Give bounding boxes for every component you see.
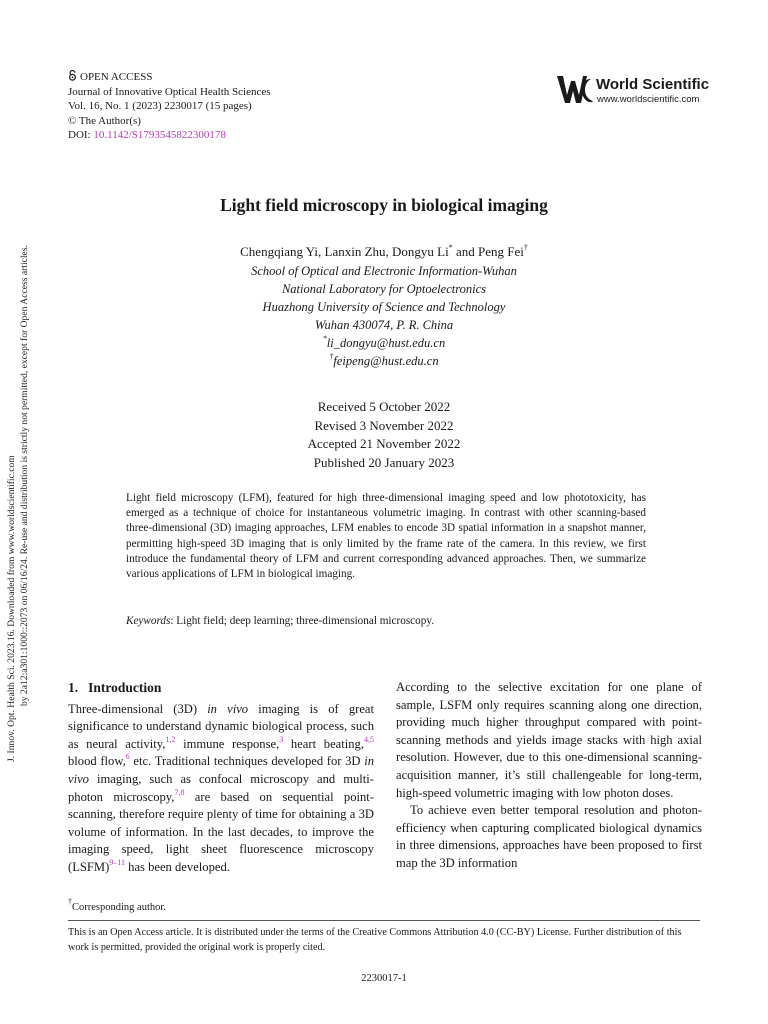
published-date: Published 20 January 2023 [313, 454, 455, 470]
email-line [0, 352, 768, 370]
citation-link[interactable]: 4,5 [364, 734, 374, 744]
text-run: etc. Traditional techniques developed for 3D [129, 754, 365, 769]
author-last: and Peng Fei [452, 244, 524, 259]
page-number: 2230017-1 [361, 973, 407, 984]
text-run: imaging, such as confocal microscopy and multi-photon microscopy, [68, 771, 374, 804]
paragraph: According to the selective excitation for one plane of sample, LSFM only requires scanning along one direction, providing much higher throughput compared with point-scanning methods and yields image stacks with high axial resolution. However, due to this one-dimensional scanning-acquisition manner, it’s still challengeable for long-term, high-speed volumetric imaging with low photon doses. [396, 680, 702, 800]
text-run: blood flow, [68, 754, 126, 769]
email-mark: † [329, 352, 334, 361]
author-mark-dagger: † [523, 243, 528, 252]
text-run: immune response, [175, 736, 280, 751]
text-run-italic: in vivo [68, 754, 374, 786]
section-title: Introduction [88, 680, 162, 695]
license-notice: This is an Open Access article. It is distributed under the terms of the Creative Commons Attribution 4.0 (CC-BY) License. Further distribution of this work is permitted, provided the original work is properly cited. [68, 927, 682, 953]
paragraph: To achieve even better temporal resolution and photon-efficiency when capturing complicated biological dynamics in three dimensions, approaches have been proposed to first map the 3D information [396, 803, 702, 870]
footnote-text: Corresponding author. [72, 902, 166, 913]
email-mark: * [322, 334, 327, 343]
text-run: are based on sequential point-scanning, therefore require plenty of time for obtaining a 3D volume of information. In the last decades, to improve the imaging speed, light sheet fluorescence microscopy (LSFM) [68, 789, 375, 874]
citation-link[interactable]: 9–11 [109, 857, 125, 867]
citation-link[interactable]: 1,2 [165, 734, 176, 744]
keywords [126, 615, 646, 627]
download-notice-line-2: by 2a12:a301:1000::2073 on 06/16/24. Re-use and distribution is strictly not permitted, except for Open Access articles. [19, 245, 30, 706]
keywords-text: Light field; deep learning; three-dimensional microscopy. [176, 615, 434, 627]
email-address[interactable]: feipeng@hust.edu.cn [333, 354, 439, 368]
open-access-lock-icon [68, 70, 77, 81]
journal-name: Journal of Innovative Optical Health Sciences [68, 85, 271, 98]
section-number: 1. [68, 680, 79, 695]
copyright: © The Author(s) [68, 114, 141, 127]
volume-info: Vol. 16, No. 1 (2023) 2230017 (15 pages) [68, 100, 252, 112]
section-heading [68, 679, 374, 697]
open-access-label: OPEN ACCESS [80, 71, 153, 83]
publication-dates [0, 398, 768, 472]
article-title: Light field microscopy in biological imaging [220, 195, 548, 215]
citation-link[interactable]: 6 [125, 752, 130, 762]
text-run-italic: in vivo [207, 701, 249, 716]
affiliation-line: School of Optical and Electronic Information-Wuhan [251, 264, 517, 278]
abstract: Light field microscopy (LFM), featured for high three-dimensional imaging speed and low phototoxicity, has emerged as a technique of choice for instantaneous volumetric imaging. In contrast with other scanning-based three-dimensional (3D) imaging approaches, LFM enables to encode 3D spatial information in a snapshot manner, permitting high-speed 3D imaging that is only limited by the frame rate of the camera. In this review, we first introduce the fundamental theory of LFM and current corresponding advanced approaches. Then, we summarize various applications of LFM in biological imaging. [126, 492, 646, 581]
text-run: heart beating, [283, 736, 364, 751]
world-scientific-logo-icon [556, 73, 594, 107]
email-address[interactable]: li_dongyu@hust.edu.cn [326, 336, 446, 350]
text-run: has been developed. [125, 859, 230, 874]
accepted-date: Accepted 21 November 2022 [307, 436, 461, 451]
author-names: Chengqiang Yi, Lanxin Zhu, Dongyu Li [240, 244, 449, 259]
author-list [0, 244, 768, 260]
affiliation [0, 262, 768, 370]
doi-line [68, 128, 271, 143]
publisher-url: www.worldscientific.com [597, 94, 700, 105]
keywords-colon: : [170, 615, 177, 627]
doi-label: DOI: [68, 129, 94, 141]
footnote-divider [68, 920, 700, 921]
citation-link[interactable]: 3 [279, 734, 284, 744]
citation-link[interactable]: 7,8 [174, 787, 185, 797]
affiliation-line: Huazhong University of Science and Technology [262, 300, 506, 314]
journal-header [68, 70, 271, 143]
publisher-logo [556, 73, 710, 109]
revised-date: Revised 3 November 2022 [314, 417, 454, 433]
publisher-name: World Scientific [596, 76, 710, 93]
author-mark-star: * [448, 243, 453, 252]
doi-link[interactable]: 10.1142/S1793545822300178 [93, 129, 226, 141]
open-access-line [68, 70, 271, 85]
affiliation-line: Wuhan 430074, P. R. China [314, 318, 454, 332]
text-run: imaging is of great significance to understand dynamic biological process, such as neural activity, [68, 701, 375, 751]
affiliation-line: National Laboratory for Optoelectronics [281, 282, 487, 296]
body-column-left [68, 679, 374, 877]
keywords-label: Keywords [126, 615, 171, 627]
footnote-mark: † [68, 897, 72, 906]
download-notice-line-1: J. Innov. Opt. Health Sci. 2023.16. Downloaded from www.worldscientific.com [6, 455, 17, 762]
paragraph [68, 701, 374, 877]
text-run: Three-dimensional (3D) [68, 701, 208, 716]
email-line [0, 334, 768, 352]
body-column-right [396, 679, 702, 873]
corresponding-author-footnote [68, 897, 166, 913]
received-date: Received 5 October 2022 [317, 399, 451, 414]
